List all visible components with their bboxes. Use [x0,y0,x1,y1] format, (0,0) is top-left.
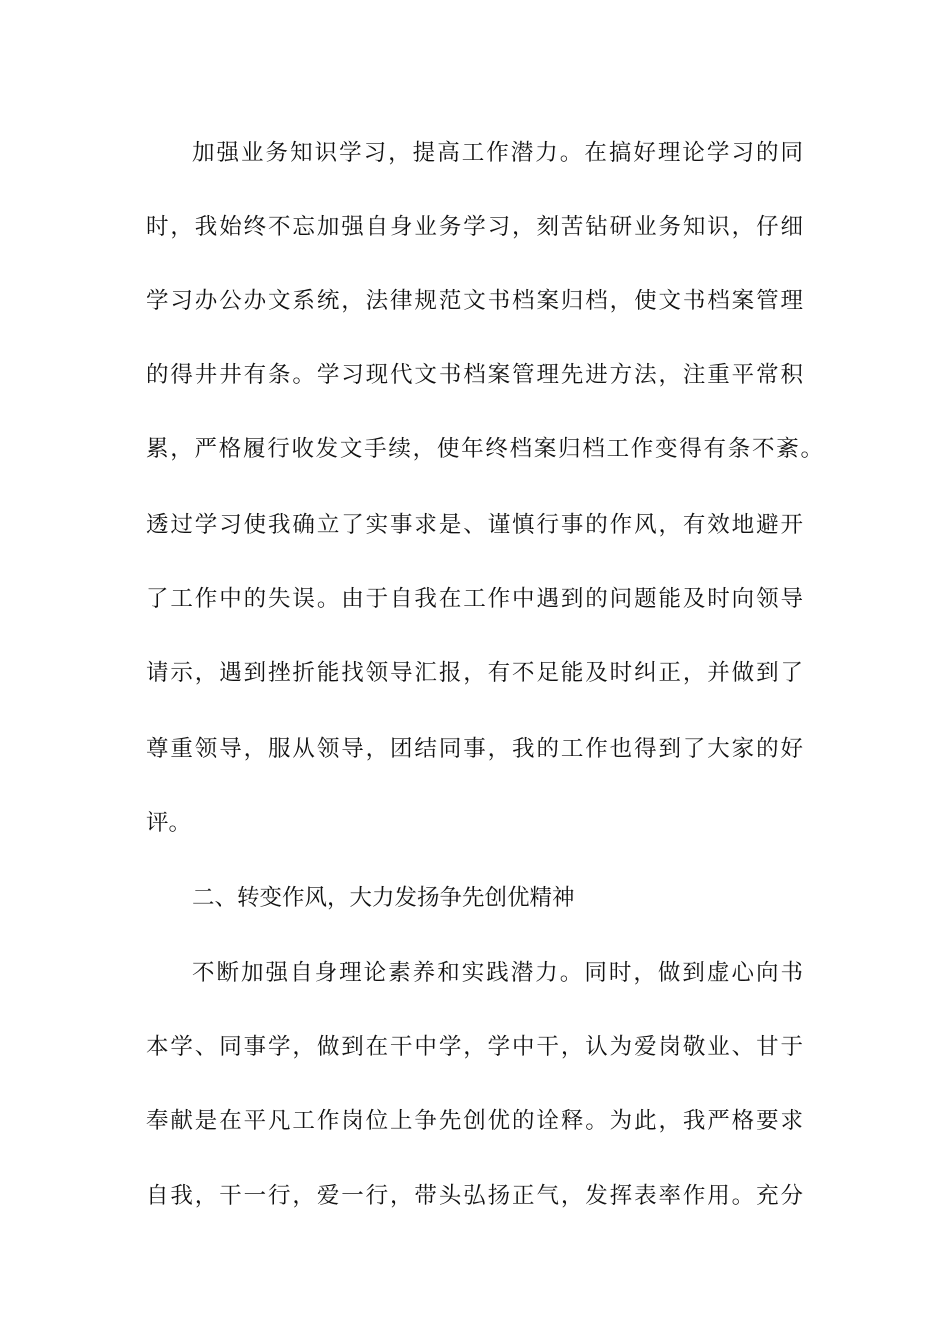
section-heading: 二、转变作风，大力发扬争先创优精神 [192,885,575,911]
paragraph-line: 评。 [146,810,192,836]
paragraph-line: 累，严格履行收发文手续，使年终档案归档工作变得有条不紊。 [146,436,823,462]
paragraph-line: 本学、同事学，做到在干中学，学中干，认为爱岗敬业、甘于 [146,1034,803,1060]
paragraph-line: 请示，遇到挫折能找领导汇报，有不足能及时纠正，并做到了 [146,660,803,686]
paragraph-line: 奉献是在平凡工作岗位上争先创优的诠释。为此，我严格要求 [146,1108,803,1134]
paragraph-line: 不断加强自身理论素养和实践潜力。同时，做到虚心向书 [192,960,803,986]
paragraph-line: 尊重领导，服从领导，团结同事，我的工作也得到了大家的好 [146,736,803,762]
paragraph-line: 自我，干一行，爱一行，带头弘扬正气，发挥表率作用。充分 [146,1183,803,1209]
paragraph-line: 学习办公办文系统，法律规范文书档案归档，使文书档案管理 [146,288,803,314]
paragraph-line: 的得井井有条。学习现代文书档案管理先进方法，注重平常积 [146,362,803,388]
paragraph-line: 了工作中的失误。由于自我在工作中遇到的问题能及时向领导 [146,586,803,612]
paragraph-line: 加强业务知识学习，提高工作潜力。在搞好理论学习的同 [192,140,803,166]
paragraph-line: 时，我始终不忘加强自身业务学习，刻苦钻研业务知识，仔细 [146,214,803,240]
paragraph-line: 透过学习使我确立了实事求是、谨慎行事的作风，有效地避开 [146,512,803,538]
